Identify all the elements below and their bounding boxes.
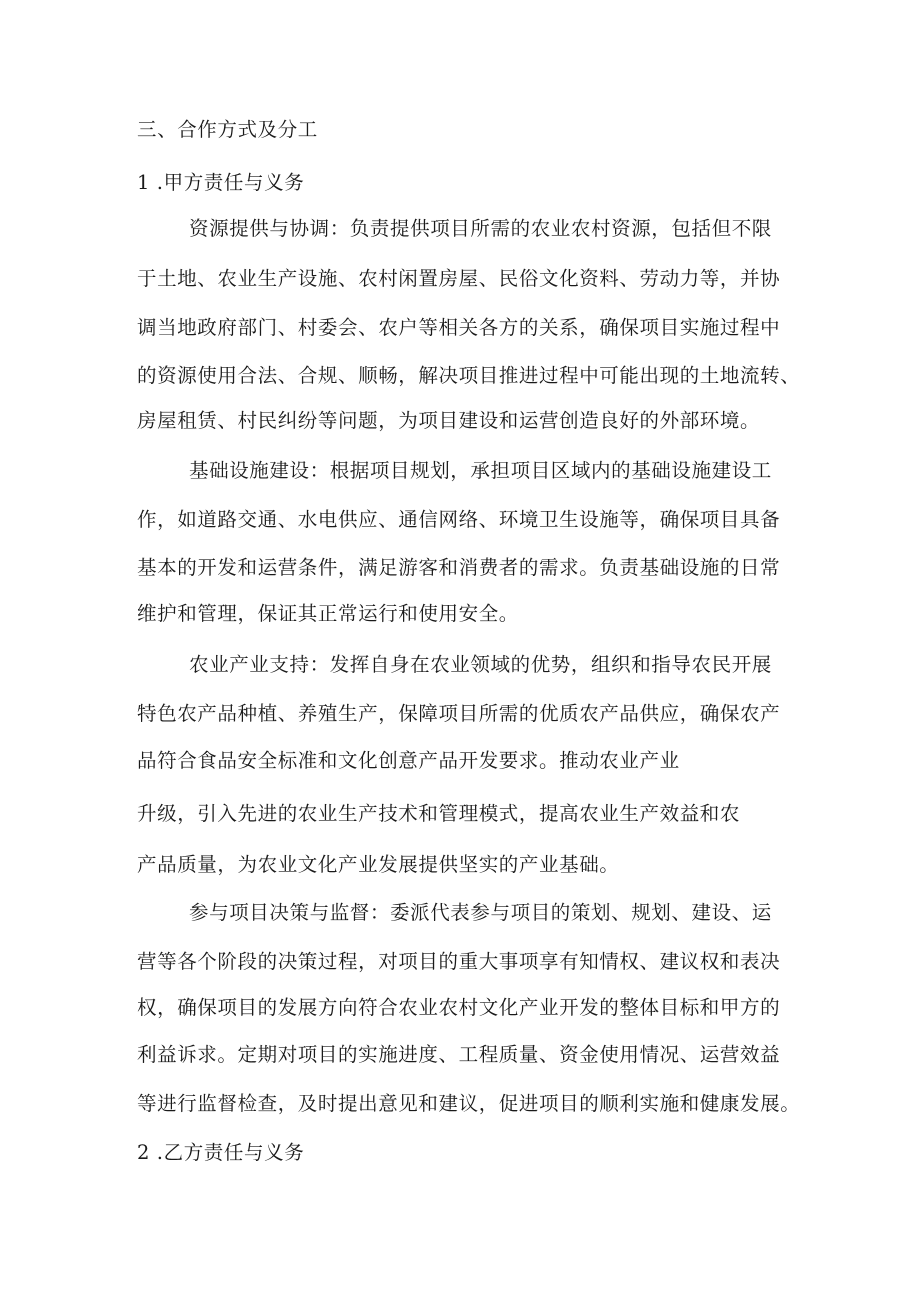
- paragraph-line: 维护和管理，保证其正常运行和使用安全。: [137, 602, 519, 625]
- paragraph-line: 资源提供与协调：负责提供项目所需的农业农村资源，包括但不限: [189, 217, 772, 240]
- section-heading: 三、合作方式及分工: [137, 118, 318, 141]
- paragraph-line: 品符合食品安全标准和文化创意产品开发要求。推动农业产业: [137, 749, 680, 772]
- paragraph-line: 基本的开发和运营条件，满足游客和消费者的需求。负责基础设施的日常: [137, 556, 781, 579]
- paragraph-line: 等进行监督检查，及时提出意见和建议，促进项目的顺利实施和健康发展。: [137, 1092, 801, 1115]
- paragraph-line: 参与项目决策与监督：委派代表参与项目的策划、规划、建设、运: [189, 901, 772, 924]
- paragraph-line: 利益诉求。定期对项目的实施进度、工程质量、资金使用情况、运营效益: [137, 1043, 781, 1066]
- paragraph-line: 营等各个阶段的决策过程，对项目的重大事项享有知情权、建议权和表决: [137, 950, 781, 973]
- subsection-heading-party-b: 2 .乙方责任与义务: [137, 1141, 305, 1164]
- paragraph-line: 特色农产品种植、养殖生产，保障项目所需的优质农产品供应，确保农产: [137, 702, 781, 725]
- paragraph-line: 于土地、农业生产设施、农村闲置房屋、民俗文化资料、劳动力等，并协: [137, 267, 781, 290]
- paragraph-line: 房屋租赁、村民纠纷等问题，为项目建设和运营创造良好的外部环境。: [137, 409, 761, 432]
- paragraph-line: 的资源使用合法、合规、顺畅，解决项目推进过程中可能出现的土地流转、: [137, 364, 801, 387]
- paragraph-line: 升级，引入先进的农业生产技术和管理模式，提高农业生产效益和农: [137, 802, 741, 825]
- paragraph-line: 基础设施建设：根据项目规划，承担项目区域内的基础设施建设工: [189, 459, 772, 482]
- paragraph-line: 作，如道路交通、水电供应、通信网络、环境卫生设施等，确保项目具备: [137, 508, 781, 531]
- paragraph-line: 权，确保项目的发展方向符合农业农村文化产业开发的整体目标和甲方的: [137, 996, 781, 1019]
- paragraph-line: 产品质量，为农业文化产业发展提供坚实的产业基础。: [137, 853, 620, 876]
- paragraph-line: 调当地政府部门、村委会、农户等相关各方的关系，确保项目实施过程中: [137, 316, 781, 339]
- paragraph-line: 农业产业支持：发挥自身在农业领域的优势，组织和指导农民开展: [189, 653, 772, 676]
- subsection-heading-party-a: 1 .甲方责任与义务: [137, 171, 305, 194]
